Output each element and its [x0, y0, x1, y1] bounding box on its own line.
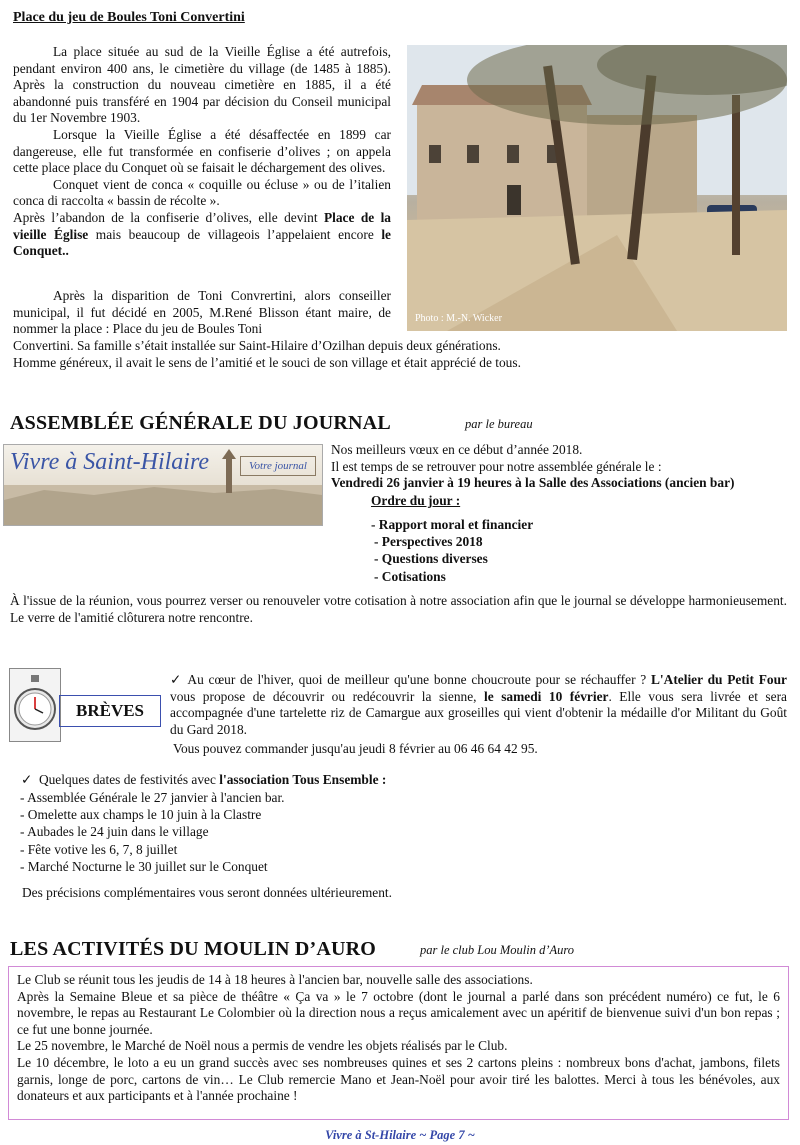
agenda-item: - Questions diverses [374, 551, 488, 567]
journal-logo [3, 444, 323, 526]
ordre-du-jour: Ordre du jour : [371, 493, 461, 508]
intro-line: Il est temps de se retrouver pour notre assemblée générale le : [331, 458, 662, 474]
logo-title: Vivre à Saint-Hilaire [10, 449, 210, 475]
meeting-date: Vendredi 26 janvier à 19 heures à la Salle des Associations (ancien bar) [331, 475, 735, 490]
festivity-dates [20, 789, 285, 875]
photo-illustration [407, 45, 787, 331]
breve-tous-ensemble: ✓ Quelques dates de festivités avec l'association Tous Ensemble : [21, 772, 387, 787]
assemblee-text [331, 442, 734, 492]
agenda-item: - Rapport moral et financier [371, 517, 534, 532]
paragraph: Après la Semaine Bleue et sa pièce de théâtre « Ça va » le 7 octobre (dont le journal a parlé dans son précédent numéro) ce fut, le 6 novembre, le repas au Restaurant Le Colombier où la direction nous a reçus amicalement avec un apéritif de bienvenue suivi d'un bon repas ; ce fut une bonne journée. [17, 988, 780, 1037]
byline: par le club Lou Moulin d’Auro [420, 943, 575, 957]
byline: par le bureau [465, 417, 533, 431]
check-icon: ✓ [21, 772, 33, 787]
agenda-item: - Perspectives 2018 [374, 534, 483, 550]
check-icon: ✓ [170, 672, 183, 687]
date-item: - Omelette aux champs le 10 juin à la Clastre [20, 807, 262, 823]
stopwatch-icon [9, 668, 61, 742]
moulin-box [8, 966, 789, 1120]
moulin-text [17, 972, 780, 1105]
paragraph: Le 25 novembre, le Marché de Noël nous a permis de vendre les objets réalisés par le Club. [17, 1038, 508, 1054]
section-title-moulin: LES ACTIVITÉS DU MOULIN D’AURO [10, 938, 377, 960]
date-item: - Aubades le 24 juin dans le village [20, 824, 209, 840]
paragraph-first-part: Après la disparition de Toni Convrertini, alors conseiller municipal, il fut décidé en 2005, M.René Blisson étant maire, de nommer la place : Place du jeu de Boules Toni [13, 288, 391, 337]
section-title-boules: Place du jeu de Boules Toni Convertini [13, 10, 245, 25]
section1-left-text [13, 44, 391, 260]
paragraph: Après l’abandon de la confiserie d’olives, elle devint Place de la vieille Église mais beaucoup de villageois l’appelaient encore le Conquet.. [13, 209, 392, 259]
paragraph: Le 10 décembre, le loto a eu un grand succès avec ses nombreuses quines et ses 2 cartons pleins : nombreux bons d'achat, jambons, filets garnis, longe de porc, cartons de vin… Le Club remercie Mano et Jean-Noël pour avoir tiré les balottes. Merci à tous les bénévoles, aux donateurs et aux participants et à l'année prochaine ! [17, 1054, 780, 1104]
paragraph: Lorsque la Vieille Église a été désaffectée en 1899 car dangereuse, elle fut transformée en confiserie d’olives ; on appela cette place place du Conquet où se faisait le déchargement des olives. [13, 126, 391, 176]
date-item: - Marché Nocturne le 30 juillet sur le Conquet [20, 858, 268, 874]
photo-credit: Photo : M.-N. Wicker [415, 313, 502, 324]
village-square-photo [407, 45, 787, 331]
date-item: - Assemblée Générale le 27 janvier à l'ancien bar. [20, 790, 285, 805]
paragraph-continued: Convertini. Sa famille s’était installée sur Saint-Hilaire d’Ozilhan depuis deux générations. [13, 338, 501, 353]
breves-note: Des précisions complémentaires vous seront données ultérieurement. [22, 885, 392, 900]
paragraph: La place située au sud de la Vieille Église a été autrefois, pendant environ 400 ans, le cimetière du village (de 1485 à 1885). Après la construction du nouveau cimetière en 1885, il a été abandonné puis transféré en 1904 par décision du Conseil municipal du 1er Novembre 1903. [13, 44, 391, 126]
paragraph: Homme généreux, il avait le sens de l’amitié et le souci de son village et était apprécié de tous. [13, 355, 521, 370]
section-title-assemblee: ASSEMBLÉE GÉNÉRALE DU JOURNAL [10, 412, 391, 434]
agenda-list [371, 516, 533, 585]
agenda-item: - Cotisations [374, 568, 446, 584]
date-item: - Fête votive les 6, 7, 8 juillet [20, 841, 178, 857]
breves-label: BRÈVES [59, 695, 161, 727]
breve-atelier: ✓ Au cœur de l'hiver, quoi de meilleur qu'une bonne choucroute pour se réchauffer ? L'Atelier du Petit Four vous propose de découvrir ou redécouvrir la sienne, le samedi 10 février. Elle vous sera livrée et sera accompagnée d'une tartelette riz de Camargue aux groseilles qui vient d'obtenir la médaille d'or Militant du Goût du Gard 2018. [170, 672, 787, 737]
greeting-line: Nos meilleurs vœux en ce début d’année 2018. [331, 442, 583, 457]
paragraph: Conquet vient de conca « coquille ou écluse » ou de l’italien conca di raccolta « bassin de récolte ». [13, 176, 391, 209]
assemblee-closing: À l'issue de la réunion, vous pourrez verser ou renouveler votre cotisation à notre association afin que le journal se développe harmonieusement. Le verre de l'amitié clôturera notre rencontre. [10, 593, 787, 625]
logo-subtitle: Votre journal [240, 456, 316, 476]
paragraph: Le Club se réunit tous les jeudis de 14 à 18 heures à l'ancien bar, nouvelle salle des associations. [17, 972, 533, 987]
breve-order-line: Vous pouvez commander jusqu'au jeudi 8 février au 06 46 64 42 95. [173, 741, 538, 756]
page-footer: Vivre à St-Hilaire ~ Page 7 ~ [325, 1128, 475, 1142]
